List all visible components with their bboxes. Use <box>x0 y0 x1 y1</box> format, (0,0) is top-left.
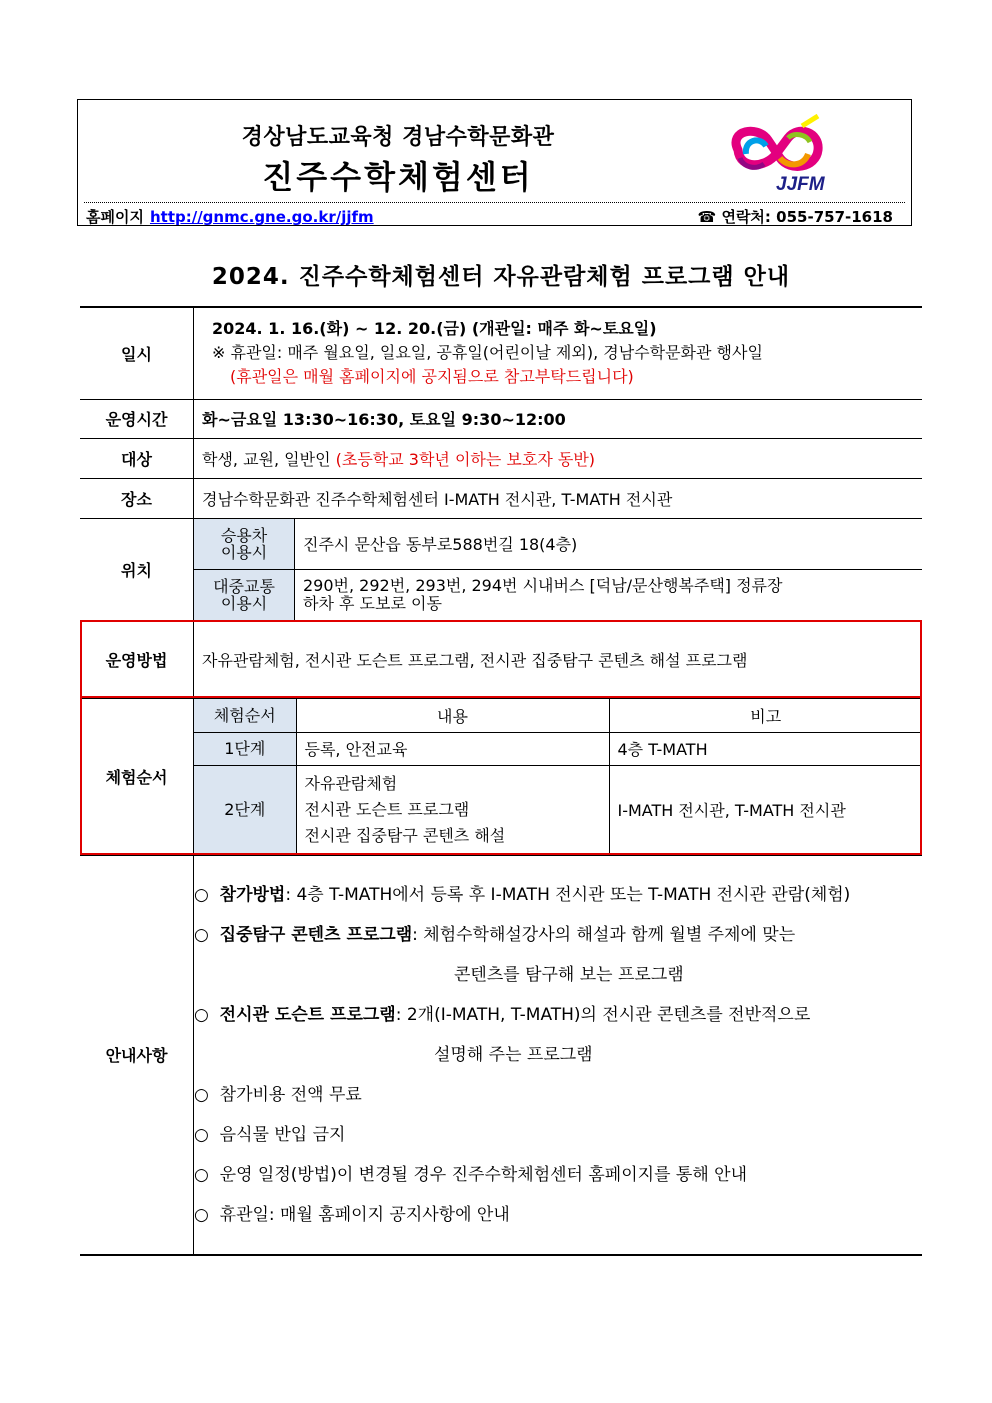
homepage-label: 홈페이지 <box>86 208 144 226</box>
note-text: 음식물 반입 금지 <box>219 1124 346 1145</box>
car-label-line: 승용차 <box>220 525 268 545</box>
step1-stage: 1단계 <box>194 732 296 765</box>
target-cell <box>194 438 923 478</box>
note-continuation: 설명해 주는 프로그램 <box>434 1044 593 1065</box>
row-label: 일시 <box>80 307 194 399</box>
row-method <box>80 621 922 698</box>
note-text: : 4층 T-MATH에서 등록 후 I-MATH 전시관 또는 T-MATH 전시관 관람(체험) <box>285 884 851 905</box>
bullet-icon: ○ <box>194 884 209 905</box>
date-cell <box>194 307 923 399</box>
target-note: (초등학교 3학년 이하는 보호자 동반) <box>335 449 596 469</box>
bus-label <box>194 570 295 621</box>
location-subtable <box>194 519 922 621</box>
row-place <box>80 478 922 518</box>
organization-name: 경상남도교육청 경남수학문화관 <box>241 125 555 150</box>
note-continuation: 콘텐츠를 탐구해 보는 프로그램 <box>454 964 684 985</box>
row-hours <box>80 399 922 438</box>
row-label: 체험순서 <box>80 698 194 855</box>
row-label: 안내사항 <box>80 855 194 1255</box>
note-item <box>194 1155 922 1195</box>
car-label-line: 이용시 <box>220 542 268 562</box>
row-location <box>80 518 922 621</box>
note-bold: 참가방법 <box>219 884 286 905</box>
note-item <box>194 1075 922 1115</box>
step2-content-line: 전시관 집중탐구 콘텐츠 해설 <box>304 825 506 845</box>
location-bus-row <box>194 570 922 621</box>
order-head-content: 내용 <box>296 699 609 732</box>
method-value: 자유관람체험, 전시관 도슨트 프로그램, 전시관 집중탐구 콘텐츠 해설 프로그램 <box>194 621 923 698</box>
location-car-row <box>194 519 922 570</box>
jjfm-logo <box>718 110 838 198</box>
homepage-link[interactable]: http://gnmc.gne.go.kr/jjfm <box>149 208 374 226</box>
note-item <box>194 875 922 915</box>
row-label: 장소 <box>80 478 194 518</box>
row-order <box>80 698 922 855</box>
header-divider <box>84 202 905 203</box>
phone-number: 055-757-1618 <box>776 208 893 226</box>
bullet-icon: ○ <box>194 1204 209 1225</box>
note-item <box>194 915 922 955</box>
bus-label-line: 이용시 <box>220 594 268 614</box>
header-box <box>77 99 912 226</box>
order-header-row <box>194 699 922 732</box>
order-cell <box>194 698 923 855</box>
order-head-note: 비고 <box>609 699 922 732</box>
note-text: 참가비용 전액 무료 <box>219 1084 362 1105</box>
step2-content <box>296 765 609 854</box>
logo-text: JJFM <box>776 174 825 195</box>
note-item <box>194 1115 922 1155</box>
step2-note: I-MATH 전시관, T-MATH 전시관 <box>609 765 922 854</box>
program-info-table <box>80 306 922 1256</box>
row-target <box>80 438 922 478</box>
step2-content-line: 자유관람체험 <box>304 773 398 793</box>
bullet-icon: ○ <box>194 1164 209 1185</box>
bullet-icon: ○ <box>194 1084 209 1105</box>
document-title: 2024. 진주수학체험센터 자유관람체험 프로그램 안내 <box>211 264 791 290</box>
phone-line <box>698 206 893 227</box>
note-text: : 체험수학해설강사의 해설과 함께 월별 주제에 맞는 <box>412 924 796 945</box>
order-head-stage: 체험순서 <box>194 699 296 732</box>
center-title: 진주수학체험센터 <box>262 158 534 196</box>
note-text: 운영 일정(방법)이 변경될 경우 진주수학체험센터 홈페이지를 통해 안내 <box>219 1164 747 1185</box>
bus-label-line: 대중교통 <box>213 577 275 597</box>
phone-label: 연락처: <box>721 208 771 226</box>
target-value: 학생, 교원, 일반인 <box>202 449 331 469</box>
note-item <box>194 1195 922 1235</box>
bullet-icon: ○ <box>194 1004 209 1025</box>
hours-value: 화~금요일 13:30~16:30, 토요일 9:30~12:00 <box>194 399 923 438</box>
bus-directions <box>295 570 923 621</box>
homepage-line <box>86 206 374 227</box>
row-notes <box>80 855 922 1255</box>
step2-stage: 2단계 <box>194 765 296 854</box>
note-text: : 2개(I-MATH, T-MATH)의 전시관 콘텐츠를 전반적으로 <box>395 1004 811 1025</box>
place-value: 경남수학문화관 진주수학체험센터 I-MATH 전시관, T-MATH 전시관 <box>194 478 923 518</box>
car-label <box>194 519 295 570</box>
car-address: 진주시 문산읍 동부로588번길 18(4층) <box>295 519 923 570</box>
row-label: 위치 <box>80 518 194 621</box>
phone-icon: ☎ <box>697 208 717 226</box>
row-date <box>80 307 922 399</box>
row-label: 대상 <box>80 438 194 478</box>
note-bold: 집중탐구 콘텐츠 프로그램 <box>219 924 413 945</box>
bus-directions-line: 290번, 292번, 293번, 294번 시내버스 [덕남/문산행복주택] 정류장 <box>303 576 783 596</box>
notes-cell <box>194 855 923 1255</box>
step1-note: 4층 T-MATH <box>609 732 922 765</box>
note-bold: 전시관 도슨트 프로그램 <box>219 1004 396 1025</box>
row-label: 운영시간 <box>80 399 194 438</box>
order-subtable <box>194 699 922 854</box>
bullet-icon: ○ <box>194 924 209 945</box>
step1-content: 등록, 안전교육 <box>296 732 609 765</box>
order-step2-row <box>194 765 922 854</box>
location-cell <box>194 518 923 621</box>
order-step1-row <box>194 732 922 765</box>
bullet-icon: ○ <box>194 1124 209 1145</box>
date-range: 2024. 1. 16.(화) ~ 12. 20.(금) (개관일: 매주 화~토요일) <box>212 319 657 339</box>
step2-content-line: 전시관 도슨트 프로그램 <box>304 799 470 819</box>
row-label: 운영방법 <box>80 621 194 698</box>
note-text: 휴관일: 매월 홈페이지 공지사항에 안내 <box>219 1204 510 1225</box>
bus-directions-line: 하차 후 도보로 이동 <box>303 594 442 614</box>
closed-days: ※ 휴관일: 매주 월요일, 일요일, 공휴일(어린이날 제외), 경남수학문화관 행사일 <box>212 343 763 363</box>
note-item <box>194 995 922 1035</box>
closed-days-note: (휴관일은 매월 홈페이지에 공지됨으로 참고부탁드립니다) <box>230 367 634 387</box>
